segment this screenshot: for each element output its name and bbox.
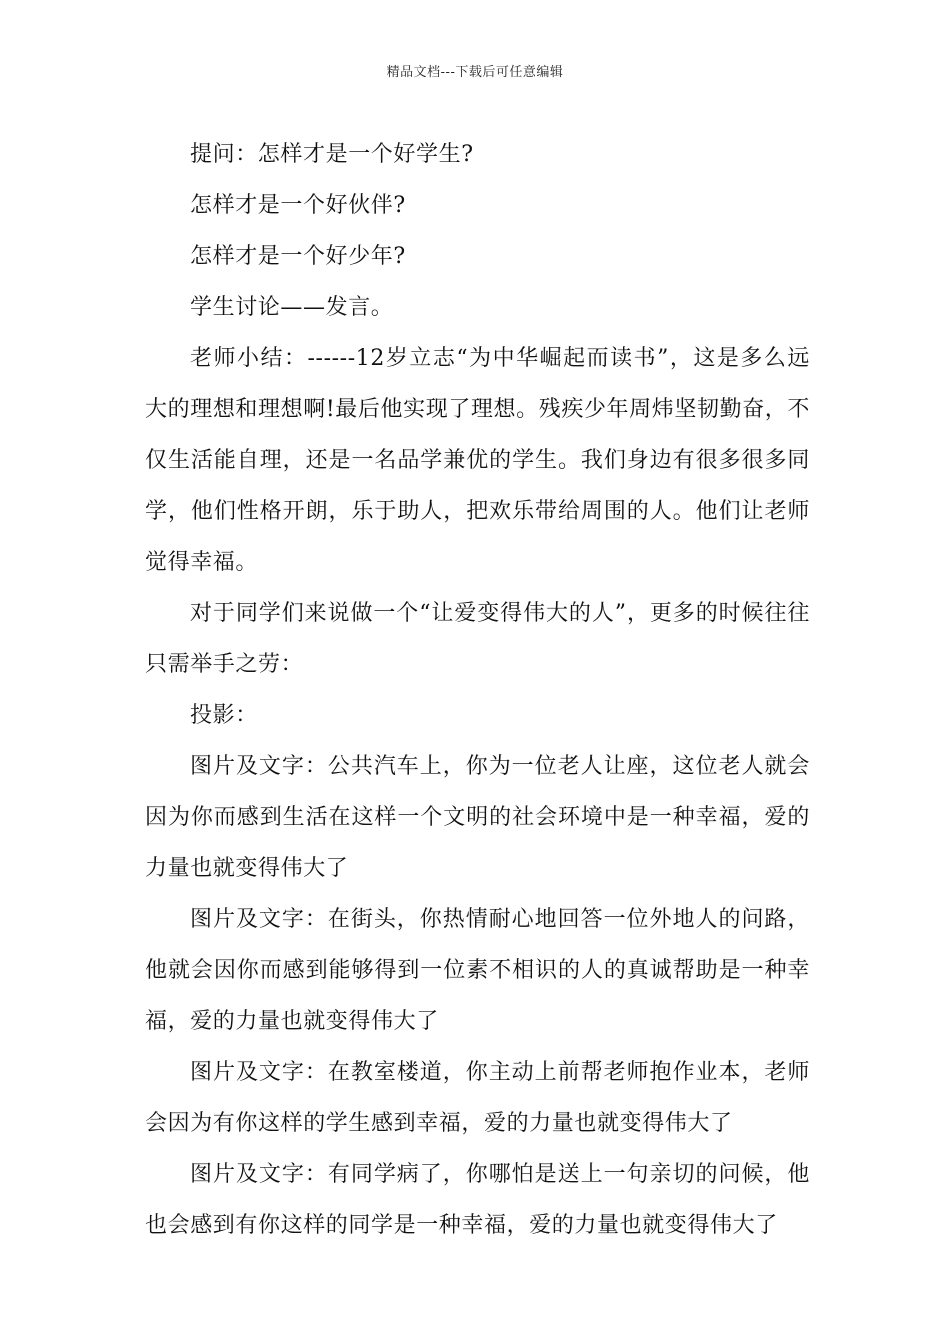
projection-label: 投影： xyxy=(190,703,258,728)
teacher-summary-paragraph: 老师小结：------12岁立志“为中华崛起而读书”，这是多么远大的理想和理想啊!最后他实现了理想。残疾少年周炜坚韧勤奋，不仅生活能自理，还是一名品学兼优的学生。我们身边有很多很多同学，他们性格开朗，乐于助人，把欢乐带给周围的人。他们让老师觉得幸福。 xyxy=(145,346,810,575)
document-body xyxy=(145,129,810,1251)
example-paragraph: 图片及文字：在街头，你热情耐心地回答一位外地人的问路，他就会因你而感到能够得到一位素不相识的人的真诚帮助是一种幸福，爱的力量也就变得伟大了 xyxy=(145,907,810,1034)
example-paragraph: 图片及文字：在教室楼道，你主动上前帮老师抱作业本，老师会因为有你这样的学生感到幸福，爱的力量也就变得伟大了 xyxy=(145,1060,810,1136)
discussion-paragraph: 学生讨论——发言。 xyxy=(190,295,394,320)
page-header: 精品文档---下载后可任意编辑 xyxy=(386,65,564,80)
example-paragraph: 图片及文字：公共汽车上，你为一位老人让座，这位老人就会因为你而感到生活在这样一个文明的社会环境中是一种幸福，爱的力量也就变得伟大了 xyxy=(145,754,810,881)
question-paragraph: 怎样才是一个好少年? xyxy=(190,244,406,269)
question-paragraph: 怎样才是一个好伙伴? xyxy=(190,193,406,218)
example-paragraph: 图片及文字：有同学病了，你哪怕是送上一句亲切的问候，他也会感到有你这样的同学是一种幸福，爱的力量也就变得伟大了 xyxy=(145,1162,810,1238)
body-paragraph: 对于同学们来说做一个“让爱变得伟大的人”，更多的时候往往只需举手之劳： xyxy=(145,601,810,677)
question-paragraph: 提问：怎样才是一个好学生? xyxy=(190,142,474,167)
